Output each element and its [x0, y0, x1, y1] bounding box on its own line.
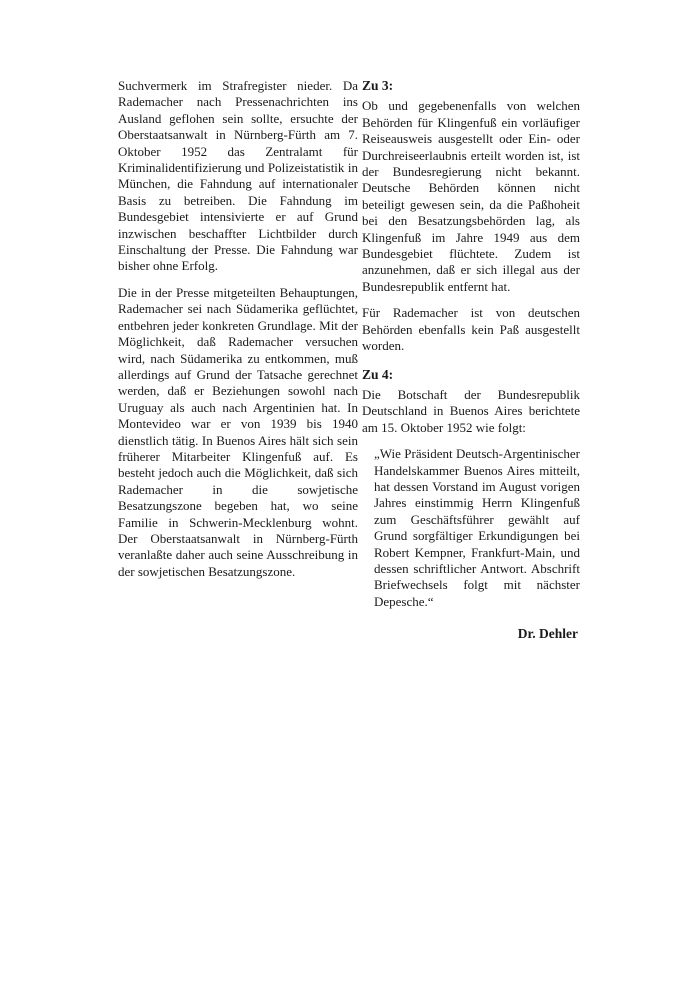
section-4-heading: Zu 4:	[362, 366, 394, 382]
left-paragraph-2: Die in der Presse mitgeteilten Behauptungen, Rademacher sei nach Südamerika geflüchtet, entbehren jeder konkreten Grundlage. Mit der Möglichkeit, daß Rademacher versuchen wird, nach Südamerika zu entkommen, muß allerdings auf Grund der Tatsache gerechnet werden, daß er Beziehungen sowohl nach Uruguay als auch nach Argentinien hat. In Montevideo war er von 1939 bis 1940 dienstlich tätig. In Buenos Aires hält sich sein früherer Mitarbeiter Klingenfuß auf. Es besteht jedoch auch die Möglichkeit, daß sich Rademacher in die sowjetische Besatzungszone begeben hat, wo seine Familie in Schwerin-Mecklenburg wohnt. Der Oberstaatsanwalt in Nürnberg-Fürth veranlaßte daher auch seine Ausschreibung in der sowjetischen Besatzungszone.	[118, 284, 358, 579]
section-3-heading: Zu 3:	[362, 78, 394, 93]
left-column	[118, 78, 358, 580]
telegram-quote: „Wie Präsident Deutsch-Argentinischer Handelskammer Buenos Aires mitteilt, hat dessen Vorstand im August vorigen Jahres einstimmig Herrn Klingenfuß zum Geschäftsführer gewählt auf Grund sorgfältiger Erkundigungen bei Robert Kempner, Frankfurt-Main, und dessen schriftlicher Antwort. Abschrift Briefwechsels folgt mit nächster Depesche.“	[374, 446, 580, 609]
section-3-paragraph-2: Für Rademacher ist von deutschen Behörden ebenfalls kein Paß ausgestellt worden.	[362, 305, 580, 354]
signature: Dr. Dehler	[517, 626, 578, 642]
section-3-paragraph-1: Ob und gegebenenfalls von welchen Behörden für Klingenfuß ein vorläufiger Reiseausweis ausgestellt oder Ein- oder Durchreiseerlaubnis erteilt worden ist, ist der Bundesregierung nicht bekannt. Deutsche Behörden können nicht beteiligt gewesen sein, da die Paßhoheit bei den Besatzungsbehörden lag, als Klingenfuß im Jahre 1949 aus dem Bundesgebiet flüchtete. Zudem ist anzunehmen, daß er sich illegal aus der Bundesrepublik entfernt hat.	[362, 98, 580, 294]
right-column	[362, 78, 580, 643]
left-paragraph-1: Suchvermerk im Strafregister nieder. Da Rademacher nach Pressenachrichten ins Ausland geflohen sein sollte, ersuchte der Oberstaatsanwalt in Nürnberg-Fürth am 7. Oktober 1952 das Zentralamt für Kriminalidentifizierung und Polizeistatistik in München, die Fahndung auf internationaler Basis zu betreiben. Die Fahndung im Bundesgebiet intensivierte er auf Grund inzwischen beschaffter Lichtbilder durch Einschaltung der Presse. Die Fahndung war bisher ohne Erfolg.	[118, 78, 358, 274]
section-4-paragraph: Die Botschaft der Bundesrepublik Deutschland in Buenos Aires berichtete am 15. Oktober 1952 wie folgt:	[362, 386, 580, 435]
